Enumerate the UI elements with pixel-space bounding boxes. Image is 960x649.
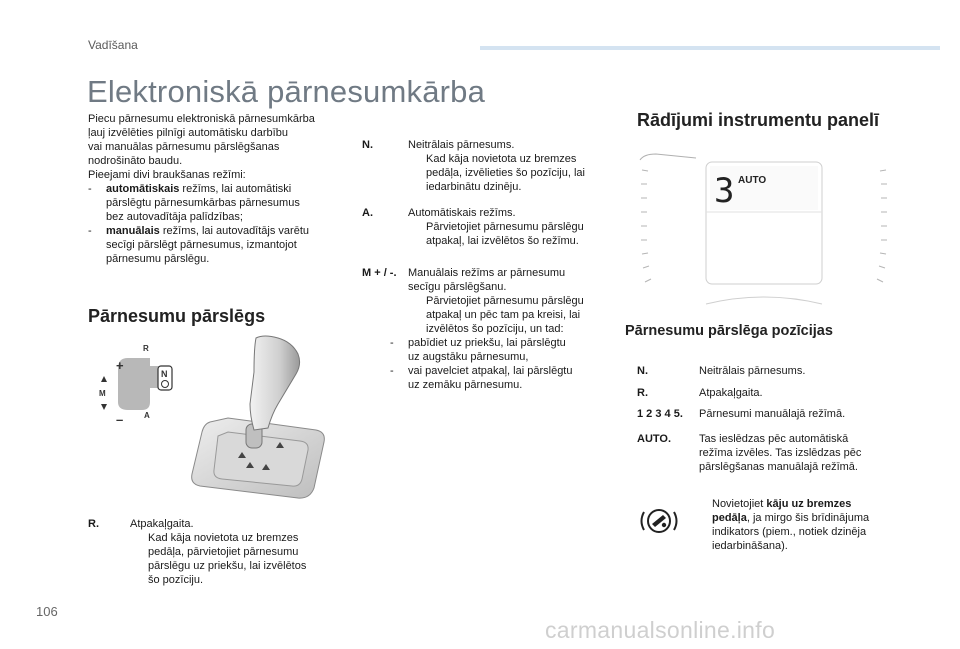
dash-text: vai pavelciet atpakaļ, lai pārslēgtu (408, 365, 573, 377)
dash-item (390, 336, 584, 364)
watermark: carmanualsonline.info (545, 617, 776, 643)
gate-label-r: R (143, 344, 149, 353)
arrow-down-icon (101, 404, 107, 410)
mode-manual-term: manuālais (106, 225, 160, 237)
warning-text: iedarbināšana). (712, 540, 788, 552)
intro-line: nodrošināto baudu. (88, 155, 183, 167)
gate-label-minus: – (116, 412, 124, 427)
dash-text: pabīdiet uz priekšu, lai pārslēgtu (408, 337, 566, 349)
bullet-text: pedāļa, pārvietojiet pārnesumu (148, 546, 299, 558)
bullet-text: šo pozīciju. (148, 574, 204, 586)
bullet-icon (408, 220, 426, 248)
bullet-icon (130, 531, 148, 587)
bullet-item (130, 531, 306, 587)
gear-number: 3 (714, 171, 735, 211)
position-row-auto (637, 432, 889, 474)
bullet-text: atpakaļ un pēc tam pa kreisi, lai (426, 309, 581, 321)
position-row-manual (637, 407, 889, 421)
bullet-text: Kad kāja novietota uz bremzes (148, 532, 299, 544)
header-bar (480, 46, 940, 50)
position-desc: Pārnesumi manuālajā režīmā. (699, 408, 846, 420)
position-desc: Tas ieslēdzas pēc automātiskā (699, 433, 849, 445)
mode-auto-text: bez autovadītāja palīdzības; (106, 211, 243, 223)
mode-auto-item (88, 182, 340, 224)
gear-lever-illustration (188, 332, 328, 500)
n-entry-label: Neitrālais pārnesums. (408, 139, 515, 151)
position-key: AUTO. (637, 433, 672, 445)
position-key: R. (637, 387, 648, 399)
r-entry-key: R. (88, 518, 99, 530)
intro-line: Pieejami divi braukšanas režīmi: (88, 169, 246, 181)
a-entry (362, 206, 612, 248)
intro-line: Piecu pārnesumu elektroniskā pārnesumkārba (88, 113, 315, 125)
bullet-item (408, 152, 585, 194)
gate-label-a: A (144, 411, 150, 420)
gate-label-plus: + (116, 358, 124, 373)
a-entry-key: A. (362, 207, 373, 219)
n-entry-key: N. (362, 139, 373, 151)
m-entry-label: Manuālais režīms ar pārnesumu (408, 267, 566, 279)
warning-text: indikators (piem., notiek dzinēja (712, 526, 867, 538)
dash-marker: - (88, 225, 92, 237)
mode-manual-text: režīms, lai autovadītājs varētu (159, 225, 309, 237)
gate-label-m: M (99, 389, 106, 398)
mode-manual-item (88, 224, 340, 266)
bullet-icon (408, 294, 426, 336)
bullet-text: Kad kāja novietota uz bremzes (426, 153, 577, 165)
bullet-text: atpakaļ, lai izvēlētos šo režīmu. (426, 235, 579, 247)
bullet-text: Pārvietojiet pārnesumu pārslēgu (426, 221, 584, 233)
bullet-icon (694, 497, 712, 553)
bullet-text: izvēlētos šo pozīciju, un tad: (426, 323, 564, 335)
dash-text: uz augstāku pārnesumu, (408, 351, 529, 363)
bullet-item (408, 220, 584, 248)
warning-emphasis: kāju uz bremzes (766, 498, 852, 510)
bullet-text: Pārvietojiet pārnesumu pārslēgu (426, 295, 584, 307)
warning-text: Novietojiet (712, 498, 767, 510)
gate-label-n: N (161, 369, 168, 379)
bullet-icon (408, 152, 426, 194)
position-key: N. (637, 365, 648, 377)
mode-auto-text: režīms, lai automātiski (179, 183, 292, 195)
shifter-heading: Pārnesumu pārslēgs (88, 306, 266, 326)
page-title: Elektroniskā pārnesumkārba (87, 74, 486, 109)
dash-item (390, 364, 584, 392)
m-entry (362, 266, 620, 392)
positions-heading: Pārnesumu pārslēga pozīcijas (625, 323, 833, 339)
lever-knob (250, 336, 300, 430)
position-row-r (637, 386, 889, 400)
page-number: 106 (36, 604, 58, 619)
auto-indicator: AUTO (738, 175, 767, 186)
warning-text: , ja mirgo šis brīdinājuma (746, 512, 870, 524)
r-entry-label: Atpakaļgaita. (130, 518, 194, 530)
arrow-up-icon (101, 376, 107, 382)
mode-manual-text: secīgi pārslēgt pārnesumus, izmantojot (106, 239, 297, 251)
intro-text (88, 112, 340, 266)
dash-text: uz zemāku pārnesumu. (408, 379, 523, 391)
bullet-text: pedāļa, izvēlieties šo pozīciju, lai (426, 167, 585, 179)
dash-marker: - (88, 183, 92, 195)
bullet-item (408, 294, 584, 336)
position-desc: pārslēgšanas manuālajā režīmā. (699, 461, 858, 473)
position-desc: režīma izvēles. Tas izslēdzas pēc (699, 447, 862, 459)
dash-marker: - (390, 337, 394, 349)
brake-warning-icon (636, 504, 682, 538)
panel-heading: Rādījumi instrumentu panelī (637, 110, 880, 130)
instrument-panel-illustration (636, 150, 892, 308)
m-entry-key: M + / -. (362, 267, 397, 279)
bullet-text: pārslēgu uz priekšu, lai izvēlētos (148, 560, 307, 572)
m-entry-label: secīgu pārslēgšanu. (408, 281, 507, 293)
warning-emphasis: pedāļa (712, 512, 747, 524)
position-key: 1 2 3 4 5. (637, 408, 683, 420)
position-desc: Neitrālais pārnesums. (699, 365, 806, 377)
mode-auto-text: pārslēgtu pārnesumkārbas pārnesumus (106, 197, 300, 209)
mode-auto-term: automātiskais (106, 183, 180, 195)
mode-manual-text: pārnesumu pārslēgu. (106, 253, 210, 265)
gear-gate-diagram (92, 338, 190, 430)
intro-line: ļauj izvēlēties pilnīgi automātisku darbību (88, 127, 288, 139)
brake-warning-text (694, 497, 904, 553)
position-desc: Atpakaļgaita. (699, 387, 763, 399)
section-tab: Vadīšana (88, 38, 138, 52)
bullet-text: iedarbinātu dzinēju. (426, 181, 522, 193)
n-entry (362, 138, 612, 194)
position-row-n (637, 364, 889, 378)
a-entry-label: Automātiskais režīms. (408, 207, 516, 219)
intro-line: vai manuālas pārnesumu pārslēgšanas (88, 141, 280, 153)
dash-marker: - (390, 365, 394, 377)
r-entry (88, 517, 348, 587)
